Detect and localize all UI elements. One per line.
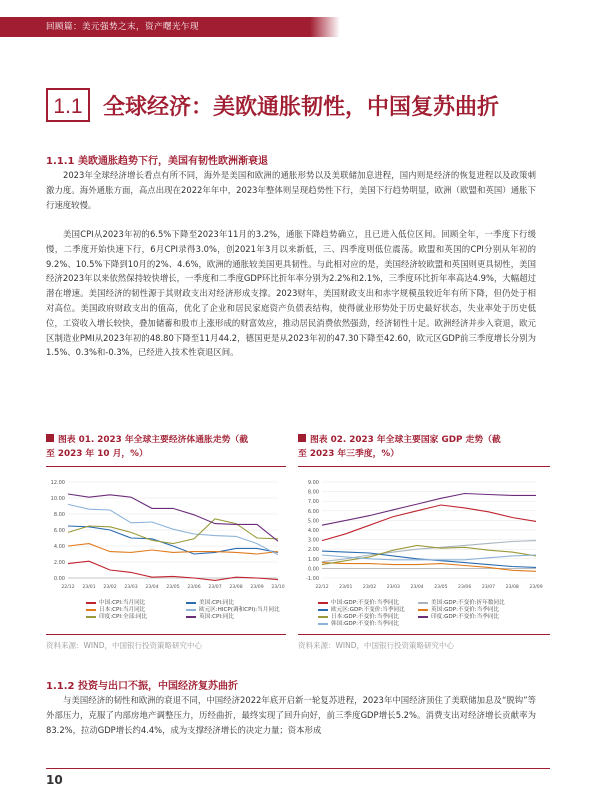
- y-tick-label: 0.00: [307, 566, 319, 573]
- section-title: 全球经济：美欧通胀韧性，中国复苏曲折: [103, 95, 500, 120]
- x-tick-label: 23/10: [271, 585, 285, 590]
- y-tick-label: 2.00: [53, 560, 65, 566]
- x-tick-label: 23/09: [529, 585, 543, 590]
- figure-2-top-rule: [298, 466, 550, 467]
- y-tick-label: 12.00: [50, 480, 65, 486]
- legend-swatch: [418, 609, 428, 611]
- legend-swatch: [186, 602, 196, 604]
- y-tick-label: 2.00: [307, 547, 319, 554]
- x-tick-label: 23/09: [250, 585, 264, 590]
- subsection-title-2: 1.1.2 投资与出口不振，中国经济复苏曲折: [46, 681, 238, 692]
- figure-1-legend: [86, 598, 286, 628]
- legend-label: 日本:GDP:不变价:当季同比: [331, 614, 400, 620]
- series-line: [322, 505, 536, 541]
- x-tick-label: 22/12: [61, 585, 75, 590]
- x-tick-label: 23/02: [362, 585, 377, 590]
- legend-item: [318, 619, 399, 627]
- legend-label: 欧元区:GDP:不变价:当季同比: [331, 607, 405, 613]
- legend-swatch: [318, 609, 328, 611]
- figure-2-bottom-rule: [298, 634, 550, 635]
- legend-swatch: [86, 602, 96, 604]
- x-tick-label: 23/08: [229, 585, 243, 590]
- legend-swatch: [186, 616, 196, 618]
- x-tick-label: 23/06: [187, 585, 201, 590]
- header-band-fade: [310, 17, 340, 37]
- legend-item: [186, 612, 234, 620]
- y-tick-label: 7.00: [307, 499, 319, 506]
- figure-2-title-line1: 图表 02. 2023 年全球主要国家 GDP 走势（截: [310, 435, 501, 445]
- page-number: 10: [46, 773, 63, 787]
- legend-swatch: [86, 616, 96, 618]
- section-number: 1.1: [46, 88, 90, 122]
- figure-1-top-rule: [46, 466, 286, 467]
- figure-2-source: 资料来源：WIND，中国银行投资策略研究中心: [298, 641, 455, 650]
- y-tick-label: 1.00: [307, 556, 319, 563]
- legend-swatch: [186, 609, 196, 611]
- x-tick-label: 23/07: [208, 585, 222, 590]
- legend-item: [86, 612, 147, 620]
- figure-2-legend: [318, 598, 550, 628]
- y-tick-label: 9.00: [307, 480, 319, 486]
- legend-label: 美国:CPI:同比: [199, 600, 235, 606]
- y-tick-label: 3.00: [307, 537, 319, 544]
- legend-label: 印度:GDP:不变价:当季同比: [431, 614, 500, 620]
- figure-2-chart: [298, 474, 550, 600]
- breadcrumb: 回顾篇：美元强势之末，资产曙光乍现: [46, 22, 200, 32]
- x-tick-label: 23/03: [386, 585, 400, 590]
- paragraph-1-text: 2023年全球经济增长看点有所不同，海外是美国和欧洲的通胀形势以及美联储加息进程，国内则是经济的恢复进程以及政策刺激力度。海外通胀方面，高点出现在2022年年中，2023年整体则呈现趋势性下行，美国下行趋势明显，欧洲（欧盟和英国）通胀下行速度较慢。: [46, 170, 536, 210]
- x-tick-label: 23/04: [410, 585, 424, 590]
- x-tick-label: 23/07: [481, 585, 496, 590]
- x-tick-label: 23/03: [124, 585, 138, 590]
- footer-rule: [46, 768, 550, 769]
- x-tick-label: 23/01: [339, 585, 353, 590]
- paragraph-3-text: 与美国经济的韧性和欧洲的衰退不同，中国经济2022年底开启新一轮复苏进程，2023年中国经济顶住了美联储加息及“脱钩”等外部压力，克服了内部房地产调整压力，历经曲折，最终实现了回升向好，前三季度GDP增长5.2%。消费支出对经济增长贡献率为83.2%，拉动GDP增长约4.4%，成为支撑经济增长的决定力量；资本形成: [46, 695, 536, 735]
- figure-1-title-line2: 至 2023 年 10 月，%）: [46, 449, 148, 459]
- legend-label: 英国:CPI:同比: [199, 614, 235, 620]
- series-line: [68, 561, 278, 580]
- paragraph-1: [46, 168, 536, 212]
- y-tick-label: 8.00: [307, 489, 319, 496]
- legend-swatch: [418, 616, 428, 618]
- y-tick-label: 8.00: [53, 512, 65, 518]
- legend-label: 英国:GDP:不变价:当季同比: [431, 607, 500, 613]
- page-header: [0, 0, 595, 44]
- series-line: [322, 563, 536, 572]
- y-tick-label: 0.00: [53, 576, 65, 582]
- legend-label: 欧元区:HICP(调和CPI):当月同比: [199, 607, 280, 613]
- series-line: [68, 494, 278, 541]
- figure-1-chart: [46, 474, 286, 600]
- legend-label: 印度:CPI:全部:同比: [99, 614, 148, 620]
- x-tick-label: 23/06: [458, 585, 472, 590]
- x-tick-label: 23/01: [82, 585, 96, 590]
- figure-marker-icon: [46, 434, 54, 442]
- legend-swatch: [318, 623, 328, 625]
- figure-1-title: [46, 433, 286, 461]
- legend-label: 中国:GDP:不变价:当季同比: [331, 600, 400, 606]
- x-tick-label: 22/12: [315, 585, 329, 590]
- figure-1-title-line1: 图表 01. 2023 年全球主要经济体通胀走势（截: [58, 435, 249, 445]
- legend-swatch: [318, 616, 328, 618]
- paragraph-2: [46, 227, 536, 360]
- legend-label: 韩国:GDP:不变价:当季同比: [331, 621, 400, 627]
- y-tick-label: 5.00: [307, 518, 319, 525]
- y-tick-label: 10.00: [50, 496, 65, 502]
- figure-marker-icon: [298, 434, 306, 442]
- x-tick-label: 23/08: [505, 585, 519, 590]
- legend-swatch: [318, 602, 328, 604]
- x-tick-label: 23/02: [103, 585, 117, 590]
- x-tick-label: 23/04: [145, 585, 159, 590]
- figure-1-bottom-rule: [46, 634, 286, 635]
- legend-swatch: [418, 602, 428, 604]
- legend-swatch: [86, 609, 96, 611]
- paragraph-3: [46, 693, 536, 737]
- x-tick-label: 23/05: [434, 585, 448, 590]
- y-tick-label: 6.00: [307, 508, 319, 515]
- figure-2-title: [298, 433, 550, 461]
- figure-1-source: 资料来源：WIND，中国银行投资策略研究中心: [46, 641, 203, 650]
- figure-2-title-line2: 至 2023 年三季度，%）: [298, 449, 400, 459]
- y-tick-label: -1.00: [306, 576, 319, 582]
- x-tick-label: 23/05: [166, 585, 180, 590]
- y-tick-label: 4.00: [307, 528, 319, 534]
- legend-label: 美国:GDP:不变价:折年数同比: [431, 600, 505, 606]
- y-tick-label: 6.00: [53, 528, 65, 534]
- subsection-title-1: 1.1.1 美欧通胀趋势下行，美国有韧性欧洲渐衰退: [46, 156, 268, 167]
- legend-item: [418, 612, 499, 620]
- legend-label: 日本:CPI:当月同比: [99, 607, 146, 613]
- legend-label: 中国:CPI:当月同比: [99, 600, 146, 606]
- paragraph-2-text: 美国CPI从2023年初的6.5%下降至2023年11月的3.2%，通胀下降趋势确立，且已进入低位区间。回顾全年，一季度下行缓慢，二季度开始快速下行，6月CPI录得3.0%，创2021年3月以来新低，三、四季度则低位震荡。欧盟和英国的CPI分别从年初的9.2%、10.5%下降到10月的2%、4.6%，欧洲的通胀较美国更具韧性。与此相对应的是，美国经济较欧盟和英国则更具韧性，美国经济2023年以来依然保持较快增长，一季度和二季度GDP环比折年率分别为2.2%和2.1%，三季度环比折年率高达4.9%，大幅超过潜在增速。美国经济的韧性源于其财政支出对经济形成支撑。2023财年，美国财政支出和赤字规模虽较近年有所下降，但仍处于相对高位。美国政府财政支出的值高，优化了企业和居民家庭资产负债表结构，使得就业形势处于历史最好状态，失业率处于历史低位，工资收入增长较快，叠加储蓄和股市上涨形成的财富效应，推动居民消费依然强劲，经济韧性十足。欧洲经济并步入衰退，欧元区制造业PMI从2023年初的48.80下降至11月44.2，德国更是从2023年初的47.30下降至42.60，欧元区GDP前三季度增长分别为1.5%、0.3%和-0.3%，已经进入技术性衰退区间。: [46, 229, 536, 358]
- y-tick-label: 4.00: [53, 544, 65, 550]
